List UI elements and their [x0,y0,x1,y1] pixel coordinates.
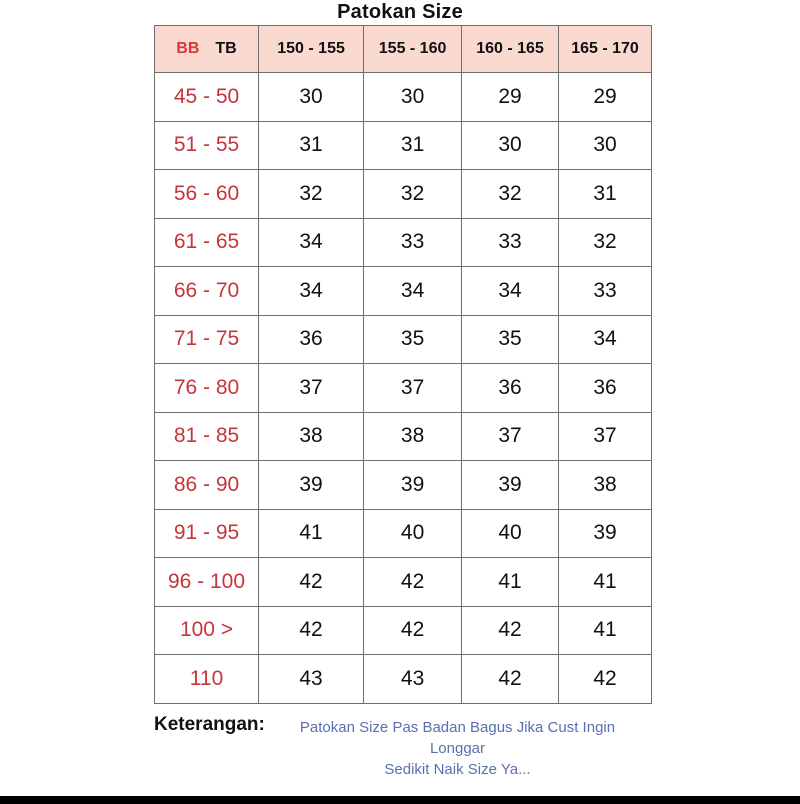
size-value-cell: 40 [462,509,559,558]
bb-range-cell: 110 [155,655,259,704]
table-header-row [155,26,652,73]
size-value-cell: 31 [259,121,364,170]
size-value-cell: 33 [559,267,652,316]
page-title: Patokan Size [337,1,463,23]
size-value-cell: 35 [462,315,559,364]
column-header: 165 - 170 [559,26,652,73]
footer-label: Keterangan: [154,714,265,735]
size-value-cell: 32 [259,170,364,219]
bb-tb-header-cell [155,26,259,73]
size-value-cell: 42 [259,606,364,655]
size-value-cell: 42 [462,606,559,655]
size-value-cell: 34 [559,315,652,364]
size-value-cell: 41 [462,558,559,607]
bb-range-cell: 61 - 65 [155,218,259,267]
size-value-cell: 37 [559,412,652,461]
size-value-cell: 36 [559,364,652,413]
size-value-cell: 30 [559,121,652,170]
size-value-cell: 34 [259,218,364,267]
table-row [155,509,652,558]
table-row [155,364,652,413]
size-value-cell: 42 [259,558,364,607]
size-value-cell: 34 [259,267,364,316]
footer-note-line: Sedikit Naik Size Ya... [384,761,531,778]
bb-range-cell: 66 - 70 [155,267,259,316]
tb-header-label: TB [215,40,237,57]
size-value-cell: 36 [259,315,364,364]
table-row [155,121,652,170]
table-row [155,606,652,655]
size-value-cell: 32 [364,170,462,219]
table-row [155,461,652,510]
size-value-cell: 42 [462,655,559,704]
bb-range-cell: 91 - 95 [155,509,259,558]
footer-note-line: Longgar [429,740,486,757]
size-value-cell: 30 [259,73,364,122]
size-value-cell: 30 [364,73,462,122]
size-chart-table [154,25,652,704]
size-value-cell: 42 [364,606,462,655]
size-value-cell: 36 [462,364,559,413]
size-value-cell: 32 [559,218,652,267]
table-row [155,558,652,607]
size-value-cell: 34 [462,267,559,316]
size-value-cell: 31 [364,121,462,170]
size-value-cell: 33 [462,218,559,267]
size-value-cell: 37 [462,412,559,461]
size-value-cell: 43 [364,655,462,704]
size-value-cell: 39 [259,461,364,510]
size-value-cell: 31 [559,170,652,219]
bb-range-cell: 71 - 75 [155,315,259,364]
size-value-cell: 40 [364,509,462,558]
footer-note-line: Patokan Size Pas Badan Bagus Jika Cust Ingin [299,719,616,736]
size-value-cell: 38 [364,412,462,461]
size-value-cell: 42 [559,655,652,704]
table-row [155,267,652,316]
bb-range-cell: 81 - 85 [155,412,259,461]
bb-range-cell: 100 > [155,606,259,655]
size-value-cell: 29 [462,73,559,122]
size-value-cell: 38 [259,412,364,461]
size-value-cell: 42 [364,558,462,607]
size-value-cell: 38 [559,461,652,510]
column-header: 155 - 160 [364,26,462,73]
size-value-cell: 41 [559,558,652,607]
table-row [155,412,652,461]
bottom-border-bar [0,796,800,804]
size-value-cell: 37 [364,364,462,413]
size-value-cell: 39 [462,461,559,510]
footer-note [290,717,625,780]
table-row [155,170,652,219]
column-header: 150 - 155 [259,26,364,73]
table-body [155,73,652,704]
size-value-cell: 33 [364,218,462,267]
table-row [155,315,652,364]
bb-range-cell: 86 - 90 [155,461,259,510]
bb-range-cell: 76 - 80 [155,364,259,413]
table-row [155,73,652,122]
bb-range-cell: 51 - 55 [155,121,259,170]
table-row [155,218,652,267]
size-value-cell: 41 [259,509,364,558]
bb-range-cell: 56 - 60 [155,170,259,219]
size-value-cell: 34 [364,267,462,316]
bb-range-cell: 45 - 50 [155,73,259,122]
size-value-cell: 37 [259,364,364,413]
size-value-cell: 43 [259,655,364,704]
bb-range-cell: 96 - 100 [155,558,259,607]
table-row [155,655,652,704]
size-value-cell: 41 [559,606,652,655]
size-value-cell: 30 [462,121,559,170]
size-value-cell: 39 [559,509,652,558]
size-value-cell: 35 [364,315,462,364]
size-value-cell: 32 [462,170,559,219]
size-value-cell: 39 [364,461,462,510]
bb-header-label: BB [176,40,200,57]
column-header: 160 - 165 [462,26,559,73]
size-value-cell: 29 [559,73,652,122]
